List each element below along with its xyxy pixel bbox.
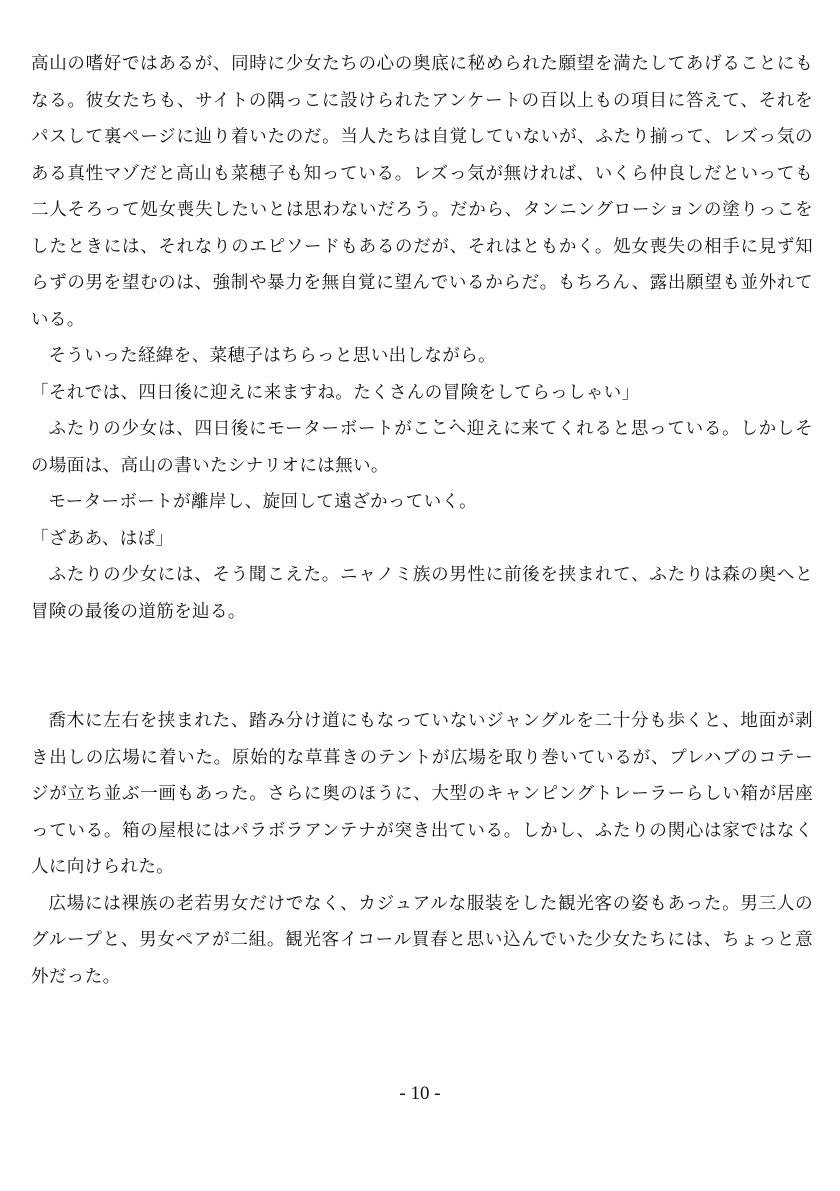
- body-text: [31, 46, 813, 995]
- emphasis-char-1: ・ こ: [413, 419, 431, 439]
- paragraph-7: ふたりの少女には、そう聞こえた。ニャノミ族の男性に前後を挟まれて、ふたりは森の奥へと冒険の最後の道筋を辿る。: [31, 565, 813, 622]
- paragraph-8: 喬木に左右を挟まれた、踏み分け道にもなっていないジャングルを二十分も歩くと、地面が剥き出しの広場に着いた。原始的な草葺きのテントが広場を取り巻いているが、プレハブのコテージが立ち並ぶ一画もあった。さらに奥のほうに、大型のキャンピングトレーラーらしい箱が居座っている。箱の屋根にはパラボラアンテナが突き出ている。しかし、ふたりの関心は家ではなく人に向けられた。: [31, 711, 813, 877]
- paragraph-1: 高山の嗜好ではあるが、同時に少女たちの心の奥底に秘められた願望を満たしてあげることにもなる。彼女たちも、サイトの隅っこに設けられたアンケートの百以上もの項目に答えて、それをパスして裏ページに辿り着いたのだ。当人たちは自覚していないが、ふたり揃って、レズっ気のある真性マゾだと高山も菜穂子も知っている。レズっ気が無ければ、いくら仲良しだといっても二人そろって処女喪失したいとは思わないだろう。だから、タンニングローションの塗りっこをしたときには、それなりのエピソードもあるのだが、それはともかく。処女喪失の相手に見ず知らずの男を望むのは、強制や暴力を無自覚に望んでいるからだ。もちろん、露出願望も並外れている。: [31, 54, 813, 330]
- paragraph-4: [31, 411, 813, 484]
- paragraph-4-before: ふたりの少女は、四日後にモーターボートが: [48, 419, 413, 439]
- paragraph-3-dialogue: 「それでは、四日後に迎えに来ますね。たくさんの冒険をしてらっしゃい」: [31, 382, 640, 403]
- paragraph-9: 広場には裸族の老若男女だけでなく、カジュアルな服装をした観光客の姿もあった。男三人のグループと、男女ペアが二組。観光客イコール買春と思い込んでいた少女たちには、ちょっと意外だった。: [31, 893, 813, 987]
- paragraph-5: モーターボートが離岸し、旋回して遠ざかっていく。: [48, 492, 478, 512]
- paragraph-6-dialogue: 「ざああ、はぱ」: [31, 528, 174, 549]
- section-break: [31, 630, 813, 703]
- emphasis-char-2: ・ こ: [431, 419, 449, 439]
- page-number: - 10 -: [399, 1083, 441, 1104]
- paragraph-2: そういった経緯を、菜穂子はちらっと思い出しながら。: [48, 346, 496, 366]
- paragraph-4-after: へ迎えに来てくれると思っている。しかしその場面は、高山の書いたシナリオには無い。: [31, 419, 813, 476]
